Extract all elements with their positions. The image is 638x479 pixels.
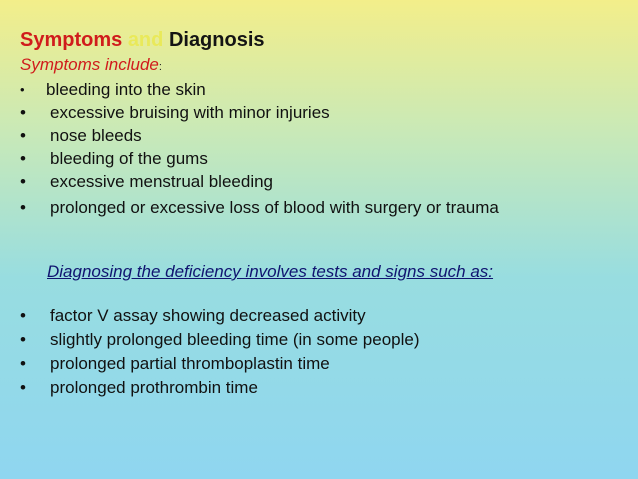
title-word-and: and	[127, 29, 164, 51]
list-item	[20, 80, 591, 100]
bullet-icon: •	[20, 149, 26, 168]
diagnosis-heading: Diagnosing the deficiency involves tests and signs such as:	[47, 262, 494, 281]
title-word-symptoms: Symptoms	[20, 29, 123, 51]
symptom-text: excessive menstrual bleeding	[50, 172, 274, 191]
bullet-icon: •	[20, 82, 25, 97]
list-item	[20, 149, 595, 169]
bullet-icon: •	[20, 330, 26, 349]
diagnostic-text: slightly prolonged bleeding time (in some people)	[50, 330, 420, 349]
symptom-text: bleeding of the gums	[50, 149, 208, 168]
bullet-icon: •	[20, 378, 26, 397]
diagnostic-text: factor V assay showing decreased activity	[50, 306, 366, 325]
bullet-icon: •	[20, 354, 26, 373]
list-item	[20, 354, 595, 374]
bullet-icon: •	[20, 306, 26, 325]
bullet-icon: •	[20, 172, 26, 191]
bullet-icon: •	[20, 126, 26, 145]
symptom-text: nose bleeds	[50, 126, 142, 145]
list-item	[20, 306, 595, 326]
bullet-icon: •	[20, 103, 26, 122]
symptoms-heading	[20, 55, 162, 77]
slide-title	[20, 28, 265, 52]
list-item	[20, 103, 595, 123]
symptom-text: prolonged or excessive loss of blood with surgery or trauma	[50, 198, 499, 217]
symptoms-heading-colon: :	[158, 61, 162, 73]
title-word-diagnosis: Diagnosis	[168, 29, 265, 51]
bullet-icon: •	[20, 198, 26, 217]
symptom-text: excessive bruising with minor injuries	[50, 103, 330, 122]
list-item	[20, 378, 595, 398]
list-item	[20, 172, 595, 192]
list-item	[20, 199, 560, 216]
diagnostic-text: prolonged partial thromboplastin time	[50, 354, 330, 373]
symptoms-heading-text: Symptoms include	[20, 55, 159, 74]
list-item	[20, 330, 595, 350]
list-item	[20, 126, 595, 146]
symptom-text: bleeding into the skin	[46, 80, 206, 99]
diagnostic-text: prolonged prothrombin time	[50, 378, 258, 397]
